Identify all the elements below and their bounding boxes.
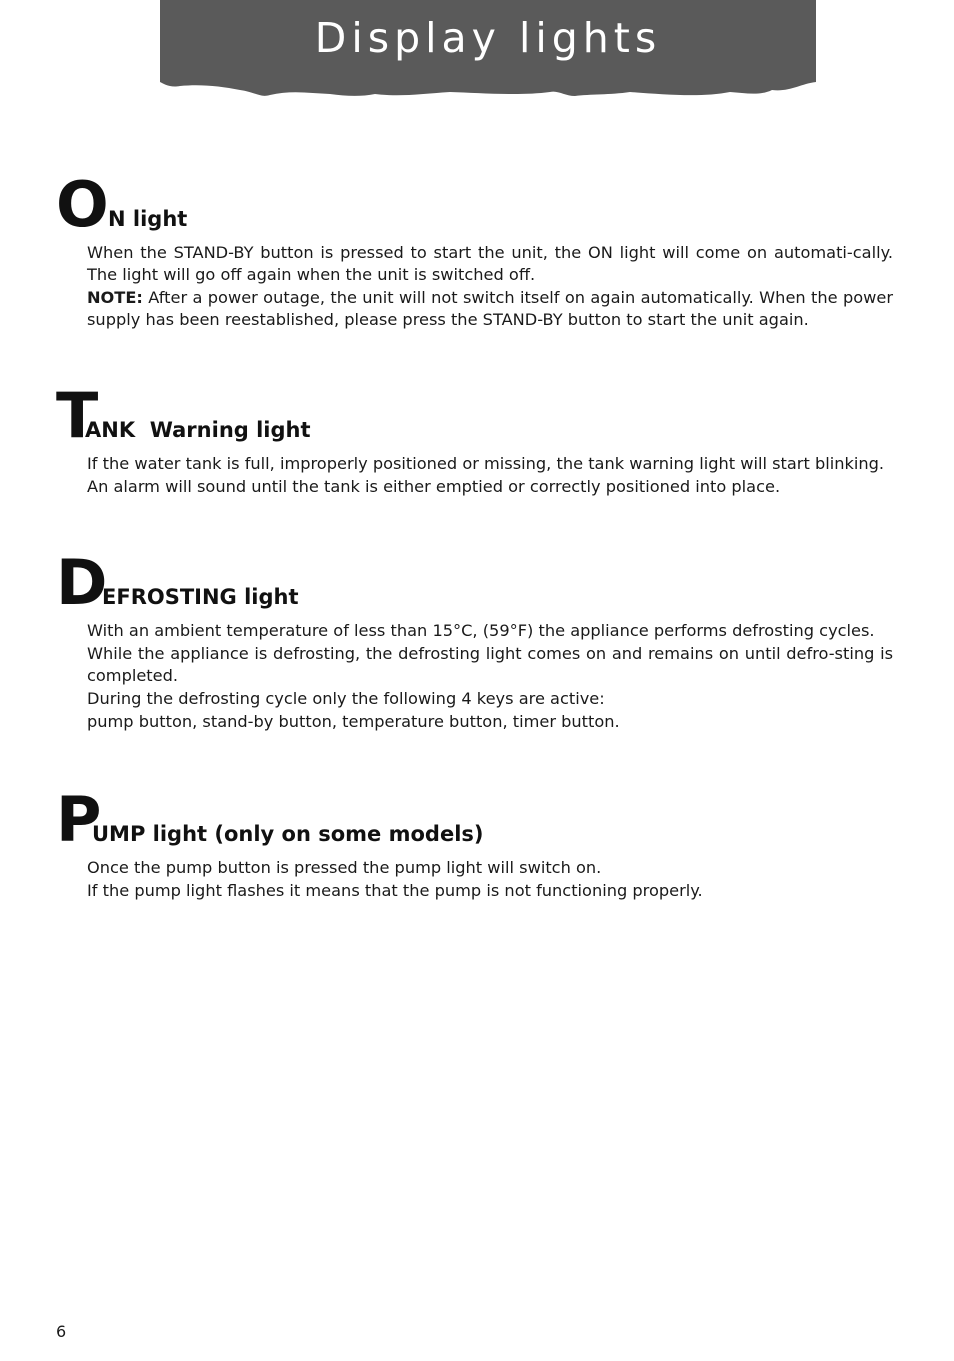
page-number: 6 (56, 1322, 67, 1341)
section-body (87, 453, 893, 498)
paragraph: Once the pump button is pressed the pump light will switch on. (87, 858, 602, 877)
heading-text: N light (108, 207, 188, 231)
heading-text: ANK Warning light (85, 418, 311, 442)
header-banner (160, 0, 816, 100)
section-heading (56, 379, 896, 452)
section-tank-warning-light (56, 381, 896, 499)
section-body (87, 620, 893, 733)
note-paragraph (87, 287, 893, 331)
drop-cap: P (56, 783, 102, 856)
paragraph: pump button, stand-by button, temperature button, timer button. (87, 712, 620, 731)
paragraph: If the water tank is full, improperly positioned or missing, the tank warning light will start blinking. (87, 454, 885, 473)
section-defrosting-light (56, 548, 896, 734)
note-label: NOTE: (87, 288, 143, 307)
heading-text: EFROSTING light (102, 585, 299, 609)
section-body (87, 857, 893, 902)
page-title: Display lights (314, 14, 662, 62)
paragraph: An alarm will sound until the tank is either emptied or correctly positioned into place. (87, 477, 781, 496)
section-heading (56, 168, 896, 241)
paragraph: When the STAND-BY button is pressed to start the unit, the ON light will come on automati-cally. The light will go off again when the unit is switched off. (87, 243, 893, 284)
note-text: After a power outage, the unit will not switch itself on again automatically. When the power supply has been reestablished, please press the STAND-BY button to start the unit again. (87, 288, 893, 329)
section-body (87, 242, 893, 331)
paragraph: If the pump light flashes it means that the pump is not functioning properly. (87, 881, 703, 900)
paragraph: During the defrosting cycle only the following 4 keys are active: (87, 689, 605, 708)
paragraph: With an ambient temperature of less than 15°C, (59°F) the appliance performs defrosting cycles. (87, 621, 875, 640)
drop-cap: D (56, 546, 108, 619)
paragraph: While the appliance is defrosting, the defrosting light comes on and remains on until defro-sting is completed. (87, 644, 893, 685)
section-heading (56, 546, 896, 619)
section-heading (56, 783, 896, 856)
heading-text: UMP light (only on some models) (92, 822, 484, 846)
drop-cap: O (56, 168, 109, 241)
section-on-light (56, 170, 896, 332)
drop-cap: T (56, 379, 99, 452)
section-pump-light (56, 785, 896, 903)
